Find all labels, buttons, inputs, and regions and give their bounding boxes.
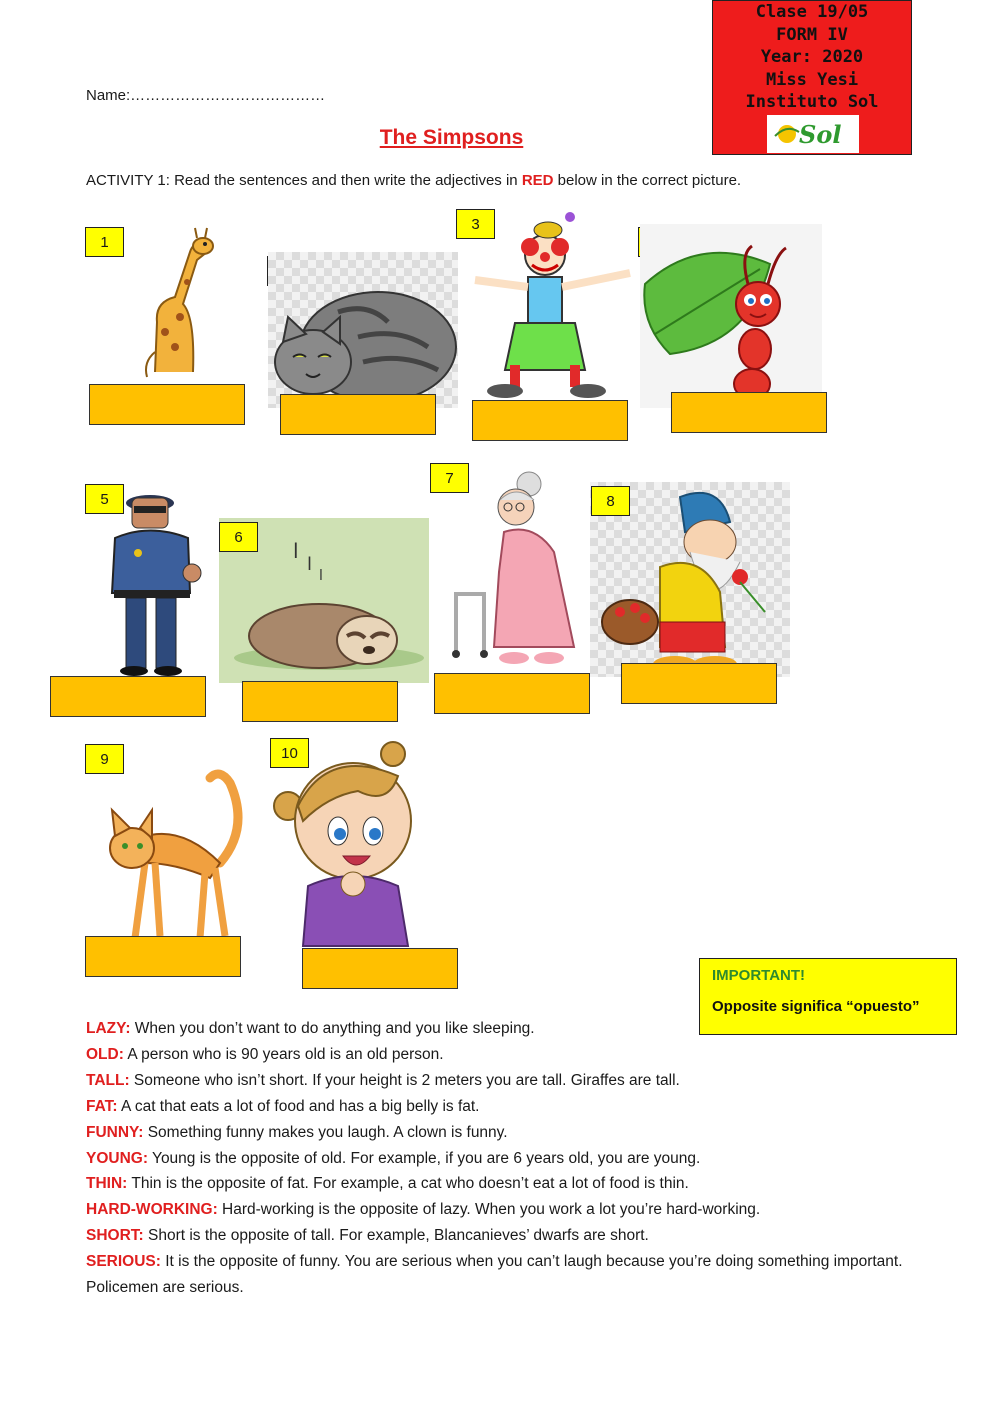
svg-text:l: l bbox=[293, 539, 299, 563]
instruction-text-end: below in the correct picture. bbox=[553, 172, 742, 189]
answer-box-10[interactable] bbox=[302, 948, 458, 989]
definition-term: FUNNY: bbox=[86, 1123, 144, 1141]
definition-term: SHORT: bbox=[86, 1227, 144, 1245]
definition-item bbox=[86, 1094, 916, 1120]
definition-item bbox=[86, 1068, 916, 1094]
ant-icon bbox=[640, 224, 822, 408]
definition-text: Thin is the opposite of fat. For example, a cat who doesn’t eat a lot of food is thin. bbox=[127, 1175, 689, 1193]
picture-number-9: 9 bbox=[85, 744, 124, 774]
definition-text: Someone who isn’t short. If your height is 2 meters you are tall. Giraffes are tall. bbox=[129, 1071, 680, 1089]
definition-text: Something funny makes you laugh. A clown is funny. bbox=[143, 1123, 508, 1141]
clown-icon bbox=[470, 205, 640, 400]
class-year: Year: 2020 bbox=[760, 47, 864, 67]
answer-box-1[interactable] bbox=[89, 384, 245, 425]
baby-girl-icon bbox=[268, 736, 428, 951]
answer-box-5[interactable] bbox=[50, 676, 206, 717]
definition-text: Young is the opposite of old. For example, if you are 6 years old, you are young. bbox=[148, 1149, 701, 1167]
answer-box-4[interactable] bbox=[671, 392, 827, 433]
activity-instruction bbox=[86, 172, 741, 189]
definition-text: A cat that eats a lot of food and has a big belly is fat. bbox=[117, 1097, 480, 1115]
definition-item bbox=[86, 1016, 916, 1042]
picture-number-3: 3 bbox=[456, 209, 495, 239]
answer-box-9[interactable] bbox=[85, 936, 241, 977]
class-date: Clase 19/05 bbox=[755, 2, 869, 22]
definition-text: Short is the opposite of tall. For example, Blancanieves’ dwarfs are short. bbox=[143, 1227, 649, 1245]
definition-term: HARD-WORKING: bbox=[86, 1201, 218, 1219]
adjective-definitions bbox=[86, 1016, 916, 1301]
definition-term: OLD: bbox=[86, 1045, 124, 1063]
school-name: Instituto Sol bbox=[745, 92, 879, 112]
instruction-highlight: RED bbox=[521, 172, 554, 189]
definition-term: SERIOUS: bbox=[86, 1253, 161, 1271]
answer-box-8[interactable] bbox=[621, 663, 777, 704]
definition-text: It is the opposite of funny. You are serious when you can’t laugh because you’re doing something important. Policemen are serious. bbox=[86, 1253, 903, 1297]
definition-text: Hard-working is the opposite of lazy. When you work a lot you’re hard-working. bbox=[217, 1201, 761, 1219]
important-title: IMPORTANT! bbox=[712, 967, 806, 984]
page-title: The Simpsons bbox=[379, 126, 524, 149]
fat-cat-picture bbox=[268, 252, 458, 408]
old-woman-icon bbox=[434, 462, 584, 672]
giraffe-icon bbox=[135, 222, 225, 382]
answer-box-3[interactable] bbox=[472, 400, 628, 441]
definition-term: YOUNG: bbox=[86, 1149, 148, 1167]
picture-number-8: 8 bbox=[591, 486, 630, 516]
definition-term: THIN: bbox=[86, 1175, 128, 1193]
svg-text:l: l bbox=[307, 554, 313, 575]
instruction-text: ACTIVITY 1: Read the sentences and then write the adjectives in bbox=[86, 172, 522, 189]
teacher-name: Miss Yesi bbox=[765, 69, 859, 90]
picture-number-10: 10 bbox=[270, 738, 309, 768]
definition-item bbox=[86, 1249, 916, 1301]
class-form: FORM IV bbox=[776, 24, 848, 45]
picture-number-7: 7 bbox=[430, 463, 469, 493]
definition-term: LAZY: bbox=[86, 1020, 131, 1037]
logo-text: Sol bbox=[799, 120, 842, 149]
svg-text:l: l bbox=[319, 568, 323, 584]
thin-cat-icon bbox=[100, 768, 250, 943]
picture-number-1: 1 bbox=[85, 227, 124, 257]
answer-box-2[interactable] bbox=[280, 394, 436, 435]
definition-item bbox=[86, 1120, 916, 1146]
picture-number-6: 6 bbox=[219, 522, 258, 552]
definition-item bbox=[86, 1042, 916, 1068]
definition-item bbox=[86, 1146, 916, 1172]
definition-item bbox=[86, 1171, 916, 1197]
definition-item bbox=[86, 1223, 916, 1249]
important-text: Opposite significa “opuesto” bbox=[712, 998, 920, 1015]
definition-term: FAT: bbox=[86, 1097, 118, 1115]
definition-item bbox=[86, 1197, 916, 1223]
definition-text: When you don’t want to do anything and you like sleeping. bbox=[130, 1020, 535, 1037]
picture-number-5: 5 bbox=[85, 484, 124, 514]
fat-cat-icon bbox=[268, 252, 458, 408]
definition-text: A person who is 90 years old is an old person. bbox=[123, 1045, 444, 1063]
definition-term: TALL: bbox=[86, 1071, 130, 1089]
answer-box-6[interactable] bbox=[242, 681, 398, 722]
student-name-field[interactable]: Name:………………………………… bbox=[86, 87, 326, 104]
policeman-icon bbox=[100, 478, 210, 678]
answer-box-7[interactable] bbox=[434, 673, 590, 714]
